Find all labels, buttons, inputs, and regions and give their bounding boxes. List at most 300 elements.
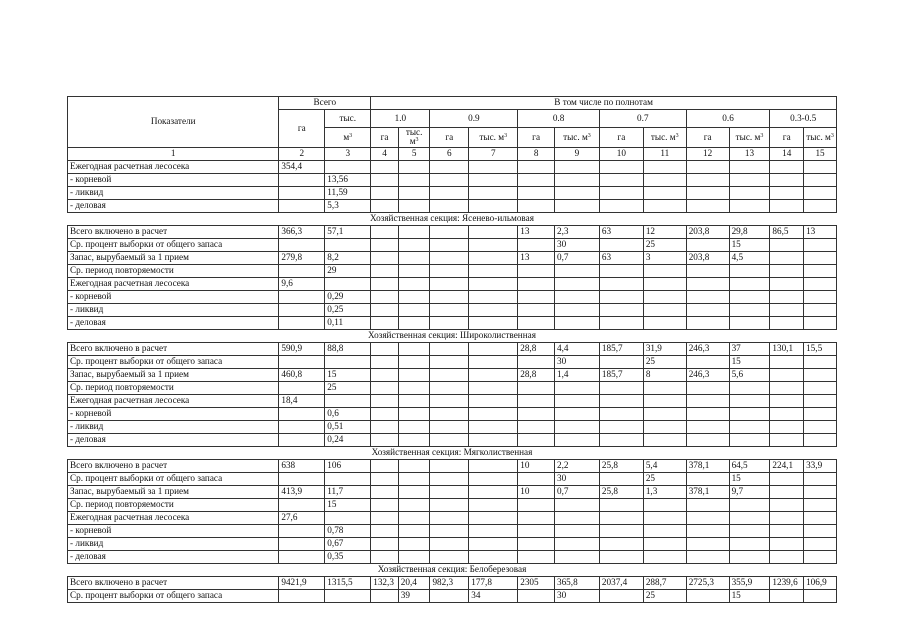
d2-ha-header: га — [430, 127, 469, 147]
d1-ha-header: га — [371, 127, 399, 147]
table-cell — [430, 538, 469, 551]
table-cell — [279, 200, 325, 213]
table-cell — [469, 486, 518, 499]
density-header-1: 1.0 — [371, 110, 430, 128]
table-row — [68, 187, 837, 200]
table-cell — [686, 356, 729, 369]
table-cell — [599, 356, 643, 369]
table-cell: 413,9 — [279, 486, 325, 499]
table-cell — [469, 239, 518, 252]
section-header-row — [68, 330, 837, 343]
table-cell: 224,1 — [770, 460, 804, 473]
table-cell — [430, 226, 469, 239]
table-cell: 279,8 — [279, 252, 325, 265]
table-row — [68, 356, 837, 369]
table-cell: 30 — [554, 356, 599, 369]
row-label: - ликвид — [68, 304, 279, 317]
table-body — [68, 97, 837, 603]
table-cell: 1239,6 — [770, 577, 804, 590]
d6-vol-header: тыс. $м^3$ — [804, 127, 837, 147]
table-cell — [371, 187, 399, 200]
table-cell — [686, 174, 729, 187]
table-cell — [643, 291, 686, 304]
table-cell: 982,3 — [430, 577, 469, 590]
table-cell — [804, 382, 837, 395]
table-cell: 12 — [643, 226, 686, 239]
table-cell — [770, 590, 804, 603]
table-cell: 63 — [599, 226, 643, 239]
table-cell — [643, 421, 686, 434]
table-cell — [686, 525, 729, 538]
section-header-row — [68, 564, 837, 577]
table-cell — [770, 304, 804, 317]
table-row — [68, 408, 837, 421]
density-header-2: 0.9 — [430, 110, 518, 128]
table-cell — [279, 239, 325, 252]
row-label: Ср. процент выборки от общего запаса — [68, 356, 279, 369]
column-number: 10 — [599, 148, 643, 161]
table-cell — [469, 343, 518, 356]
table-cell: 29 — [325, 265, 371, 278]
table-cell — [398, 538, 430, 551]
table-row — [68, 395, 837, 408]
table-cell — [371, 395, 399, 408]
table-cell — [371, 369, 399, 382]
table-cell — [279, 551, 325, 564]
table-cell — [325, 356, 371, 369]
row-label: - ликвид — [68, 421, 279, 434]
table-cell — [398, 382, 430, 395]
table-cell: 3 — [643, 252, 686, 265]
table-cell — [599, 590, 643, 603]
table-cell: 18,4 — [279, 395, 325, 408]
table-cell: 25 — [643, 473, 686, 486]
d4-vol-header: тыс. $м^3$ — [643, 127, 686, 147]
table-cell — [729, 434, 770, 447]
table-cell — [430, 512, 469, 525]
table-cell — [804, 187, 837, 200]
table-cell — [770, 187, 804, 200]
table-cell — [554, 187, 599, 200]
table-cell — [371, 551, 399, 564]
table-cell — [686, 434, 729, 447]
table-cell — [518, 187, 555, 200]
table-cell — [371, 356, 399, 369]
d3-ha-header: га — [518, 127, 555, 147]
table-cell — [469, 278, 518, 291]
table-cell — [469, 473, 518, 486]
table-cell: 9421,9 — [279, 577, 325, 590]
table-cell — [518, 525, 555, 538]
row-label: Запас, вырубаемый за 1 прием — [68, 486, 279, 499]
table-cell — [371, 265, 399, 278]
table-cell — [430, 551, 469, 564]
table-cell: 2,3 — [554, 226, 599, 239]
table-cell — [770, 356, 804, 369]
table-cell — [599, 174, 643, 187]
table-cell: 30 — [554, 473, 599, 486]
table-cell — [729, 278, 770, 291]
table-cell: 106,9 — [804, 577, 837, 590]
row-label: - деловая — [68, 434, 279, 447]
column-number-row — [68, 148, 837, 161]
table-cell: 11,7 — [325, 486, 371, 499]
table-cell — [554, 499, 599, 512]
table-cell — [430, 252, 469, 265]
row-label: - деловая — [68, 551, 279, 564]
table-cell — [469, 252, 518, 265]
table-cell — [643, 395, 686, 408]
table-cell — [729, 174, 770, 187]
table-row — [68, 434, 837, 447]
table-row — [68, 200, 837, 213]
table-cell — [469, 265, 518, 278]
table-cell — [643, 161, 686, 174]
table-cell: 354,4 — [279, 161, 325, 174]
table-cell: 11,59 — [325, 187, 371, 200]
table-cell — [804, 499, 837, 512]
table-cell — [430, 187, 469, 200]
table-cell — [729, 525, 770, 538]
row-label: Всего включено в расчет — [68, 460, 279, 473]
table-cell — [804, 291, 837, 304]
table-cell — [469, 356, 518, 369]
table-cell — [770, 486, 804, 499]
table-cell — [599, 200, 643, 213]
table-cell — [804, 317, 837, 330]
table-cell: 31,9 — [643, 343, 686, 356]
table-cell — [770, 551, 804, 564]
table-cell — [371, 278, 399, 291]
table-cell — [398, 343, 430, 356]
row-label: Запас, вырубаемый за 1 прием — [68, 369, 279, 382]
table-cell — [643, 174, 686, 187]
column-number: 14 — [770, 148, 804, 161]
table-cell — [325, 161, 371, 174]
d2-vol-header: тыс. $м^3$ — [469, 127, 518, 147]
table-cell — [518, 304, 555, 317]
table-cell — [518, 382, 555, 395]
table-cell: 25 — [643, 239, 686, 252]
table-cell — [398, 486, 430, 499]
table-cell — [599, 408, 643, 421]
table-cell — [554, 408, 599, 421]
table-cell — [729, 512, 770, 525]
table-cell — [469, 395, 518, 408]
row-label: Ср. период повторяемости — [68, 382, 279, 395]
table-cell — [371, 343, 399, 356]
table-cell — [325, 395, 371, 408]
table-row — [68, 382, 837, 395]
table-cell — [729, 200, 770, 213]
d5-ha-header: га — [686, 127, 729, 147]
table-cell — [469, 499, 518, 512]
table-cell — [430, 395, 469, 408]
table-cell — [371, 525, 399, 538]
table-cell: 0,67 — [325, 538, 371, 551]
table-cell — [804, 590, 837, 603]
row-label: Ср. период повторяемости — [68, 499, 279, 512]
table-cell — [686, 512, 729, 525]
total-header: Всего — [279, 97, 371, 110]
table-cell: 0,35 — [325, 551, 371, 564]
table-cell — [599, 317, 643, 330]
table-cell — [469, 434, 518, 447]
table-cell — [686, 239, 729, 252]
table-cell: 8,2 — [325, 252, 371, 265]
table-cell — [686, 161, 729, 174]
total-m3-header: $м^3$ — [325, 127, 371, 147]
table-cell: 13,56 — [325, 174, 371, 187]
table-cell — [770, 434, 804, 447]
table-cell — [729, 421, 770, 434]
table-cell — [804, 200, 837, 213]
table-cell: 0,51 — [325, 421, 371, 434]
table-cell — [279, 408, 325, 421]
table-cell: 4,5 — [729, 252, 770, 265]
table-cell — [804, 551, 837, 564]
table-cell: 30 — [554, 239, 599, 252]
column-number: 15 — [804, 148, 837, 161]
table-cell: 33,9 — [804, 460, 837, 473]
section-title: Хозяйственная секция: Мягколиственная — [68, 447, 837, 460]
table-cell: 15 — [325, 499, 371, 512]
table-cell — [279, 538, 325, 551]
table-cell — [398, 512, 430, 525]
table-cell — [729, 265, 770, 278]
table-cell — [686, 538, 729, 551]
table-cell — [430, 486, 469, 499]
table-cell — [398, 356, 430, 369]
table-cell — [686, 278, 729, 291]
d3-vol-header: тыс. $м^3$ — [554, 127, 599, 147]
d6-ha-header: га — [770, 127, 804, 147]
table-cell — [599, 382, 643, 395]
table-cell — [729, 408, 770, 421]
column-number: 7 — [469, 148, 518, 161]
table-row — [68, 304, 837, 317]
table-cell — [804, 356, 837, 369]
table-cell — [430, 525, 469, 538]
row-label: Ср. процент выборки от общего запаса — [68, 473, 279, 486]
table-cell — [398, 434, 430, 447]
table-cell: 246,3 — [686, 343, 729, 356]
table-cell: 15 — [729, 239, 770, 252]
table-cell: 29,8 — [729, 226, 770, 239]
table-cell — [469, 304, 518, 317]
table-cell — [686, 291, 729, 304]
table-cell — [371, 200, 399, 213]
table-cell — [599, 538, 643, 551]
table-cell: 2725,3 — [686, 577, 729, 590]
table-cell — [804, 265, 837, 278]
table-cell — [770, 291, 804, 304]
table-cell — [554, 538, 599, 551]
table-cell — [371, 499, 399, 512]
table-cell: 86,5 — [770, 226, 804, 239]
row-label: Всего включено в расчет — [68, 577, 279, 590]
table-cell — [469, 161, 518, 174]
table-cell — [729, 304, 770, 317]
table-cell — [554, 434, 599, 447]
table-cell — [770, 317, 804, 330]
table-cell — [770, 382, 804, 395]
table-cell: 2037,4 — [599, 577, 643, 590]
table-cell — [599, 265, 643, 278]
table-cell — [770, 473, 804, 486]
table-row — [68, 551, 837, 564]
table-row — [68, 343, 837, 356]
table-cell — [398, 408, 430, 421]
table-cell — [279, 525, 325, 538]
table-cell: 25 — [643, 356, 686, 369]
column-number: 9 — [554, 148, 599, 161]
column-number: 11 — [643, 148, 686, 161]
table-cell — [599, 239, 643, 252]
table-cell — [770, 369, 804, 382]
table-cell — [518, 473, 555, 486]
table-cell: 13 — [518, 252, 555, 265]
table-cell — [430, 304, 469, 317]
table-cell — [430, 369, 469, 382]
row-label: Ср. процент выборки от общего запаса — [68, 239, 279, 252]
table-cell — [279, 265, 325, 278]
table-cell — [430, 473, 469, 486]
table-cell — [804, 395, 837, 408]
table-cell: 25,8 — [599, 486, 643, 499]
table-row — [68, 473, 837, 486]
table-cell — [599, 473, 643, 486]
table-cell: 13 — [804, 226, 837, 239]
table-cell — [643, 499, 686, 512]
table-cell — [599, 512, 643, 525]
table-cell — [643, 408, 686, 421]
table-cell: 130,1 — [770, 343, 804, 356]
table-cell — [398, 239, 430, 252]
table-cell — [518, 239, 555, 252]
table-cell: 1,3 — [643, 486, 686, 499]
column-number: 1 — [68, 148, 279, 161]
table-cell — [430, 434, 469, 447]
table-cell — [469, 226, 518, 239]
table-cell — [469, 187, 518, 200]
table-cell — [686, 317, 729, 330]
table-cell: 0,6 — [325, 408, 371, 421]
table-cell — [770, 252, 804, 265]
table-row — [68, 369, 837, 382]
table-cell — [518, 278, 555, 291]
table-cell — [729, 161, 770, 174]
table-row — [68, 239, 837, 252]
table-cell — [729, 499, 770, 512]
table-row — [68, 499, 837, 512]
table-cell — [643, 382, 686, 395]
table-cell — [770, 161, 804, 174]
table-cell — [371, 317, 399, 330]
table-cell: 10 — [518, 486, 555, 499]
table-cell — [599, 291, 643, 304]
table-cell: 0,24 — [325, 434, 371, 447]
table-cell — [279, 499, 325, 512]
table-cell: 64,5 — [729, 460, 770, 473]
table-cell — [729, 187, 770, 200]
table-cell — [279, 317, 325, 330]
table-cell: 1,4 — [554, 369, 599, 382]
table-cell — [804, 278, 837, 291]
row-label: Ежегодная расчетная лесосека — [68, 278, 279, 291]
table-cell: 177,8 — [469, 577, 518, 590]
d1-vol-header: тыс. $м^3$ — [398, 127, 430, 147]
table-cell — [770, 512, 804, 525]
table-cell: 203,8 — [686, 252, 729, 265]
forest-data-table — [67, 96, 837, 603]
table-cell: 366,3 — [279, 226, 325, 239]
table-cell — [430, 382, 469, 395]
table-cell — [770, 265, 804, 278]
table-cell — [599, 434, 643, 447]
table-cell — [518, 356, 555, 369]
table-cell — [469, 382, 518, 395]
table-cell: 28,8 — [518, 369, 555, 382]
table-cell — [469, 551, 518, 564]
table-cell: 9,6 — [279, 278, 325, 291]
table-cell — [398, 278, 430, 291]
table-cell — [371, 252, 399, 265]
table-cell — [371, 434, 399, 447]
table-cell — [371, 226, 399, 239]
column-number: 13 — [729, 148, 770, 161]
table-cell — [554, 291, 599, 304]
table-cell — [554, 200, 599, 213]
table-cell — [554, 551, 599, 564]
table-cell — [398, 395, 430, 408]
table-cell: 25 — [643, 590, 686, 603]
row-label: Ср. период повторяемости — [68, 265, 279, 278]
table-cell — [518, 434, 555, 447]
table-cell — [599, 525, 643, 538]
table-cell: 25 — [325, 382, 371, 395]
table-cell — [518, 265, 555, 278]
table-cell — [770, 538, 804, 551]
table-cell — [804, 434, 837, 447]
table-cell — [325, 239, 371, 252]
table-cell: 460,8 — [279, 369, 325, 382]
table-cell — [371, 161, 399, 174]
table-cell — [371, 473, 399, 486]
d4-ha-header: га — [599, 127, 643, 147]
table-cell — [430, 590, 469, 603]
table-cell — [430, 343, 469, 356]
table-cell — [643, 200, 686, 213]
table-cell — [371, 239, 399, 252]
table-cell — [279, 382, 325, 395]
table-cell: 0,25 — [325, 304, 371, 317]
table-cell — [430, 460, 469, 473]
table-cell — [554, 161, 599, 174]
row-label: Ср. процент выборки от общего запаса — [68, 590, 279, 603]
row-label: - корневой — [68, 291, 279, 304]
row-label: Запас, вырубаемый за 1 прием — [68, 252, 279, 265]
table-cell — [325, 590, 371, 603]
density-header-5: 0.6 — [686, 110, 770, 128]
table-cell — [599, 304, 643, 317]
table-cell — [643, 525, 686, 538]
table-cell: 0,78 — [325, 525, 371, 538]
table-row — [68, 317, 837, 330]
table-cell — [686, 499, 729, 512]
table-cell — [279, 187, 325, 200]
table-cell — [804, 161, 837, 174]
